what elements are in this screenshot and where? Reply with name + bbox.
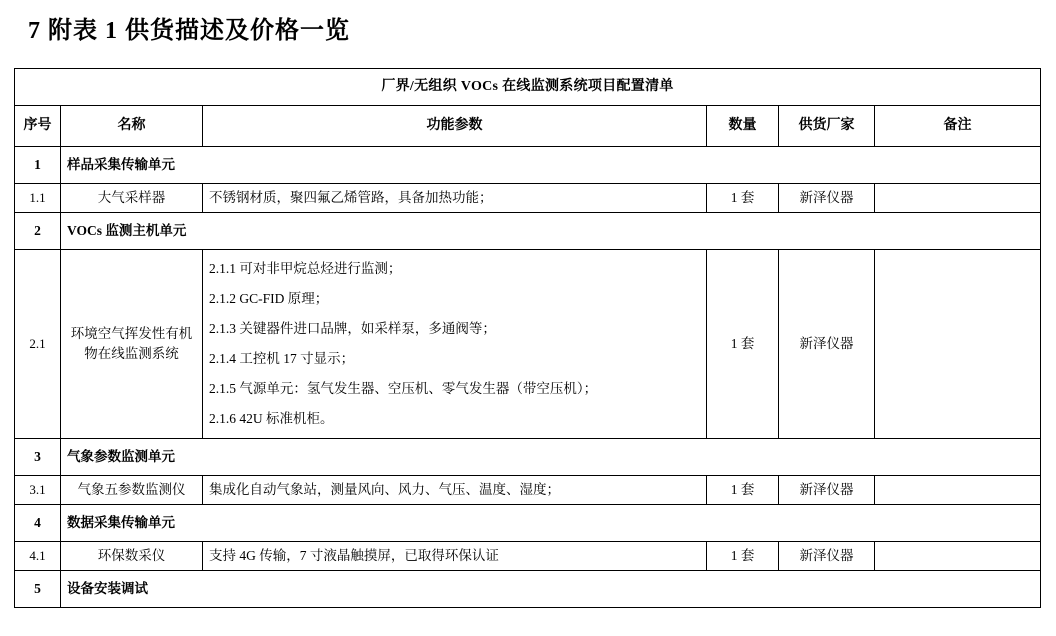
item-index: 2.1 [15, 250, 61, 439]
item-name: 气象五参数监测仪 [61, 476, 203, 505]
item-param-line: 2.1.2 GC-FID 原理； [209, 291, 329, 306]
table-row [15, 476, 1041, 505]
item-vendor: 新泽仪器 [779, 542, 875, 571]
item-name: 环境空气挥发性有机物在线监测系统 [61, 250, 203, 439]
table-row [15, 213, 1041, 250]
config-table [14, 68, 1041, 608]
section-index: 5 [15, 571, 61, 608]
item-name: 大气采样器 [61, 184, 203, 213]
item-index: 1.1 [15, 184, 61, 213]
item-index: 3.1 [15, 476, 61, 505]
column-header-vendor: 供货厂家 [779, 106, 875, 147]
item-params: 不锈钢材质，聚四氟乙烯管路，具备加热功能； [203, 184, 707, 213]
item-quantity: 1 套 [707, 542, 779, 571]
item-param-line: 2.1.1 可对非甲烷总烃进行监测； [209, 261, 402, 276]
section-name: VOCs 监测主机单元 [61, 213, 1041, 250]
item-params: 支持 4G 传输，7 寸液晶触摸屏，已取得环保认证 [203, 542, 707, 571]
table-title-row [15, 69, 1041, 106]
table-header-row [15, 106, 1041, 147]
column-header-index: 序号 [15, 106, 61, 147]
item-param-line: 2.1.3 关键器件进口品牌，如采样泵，多通阀等； [209, 321, 496, 336]
item-note [875, 184, 1041, 213]
section-index: 1 [15, 147, 61, 184]
item-quantity: 1 套 [707, 184, 779, 213]
table-row [15, 571, 1041, 608]
section-index: 4 [15, 505, 61, 542]
config-table-container [14, 68, 1042, 608]
table-title: 厂界/无组织 VOCs 在线监测系统项目配置清单 [15, 69, 1041, 106]
item-quantity: 1 套 [707, 476, 779, 505]
table-row [15, 505, 1041, 542]
table-row [15, 542, 1041, 571]
item-note [875, 250, 1041, 439]
document-page [0, 14, 1056, 636]
section-index: 3 [15, 439, 61, 476]
section-name: 设备安装调试 [61, 571, 1041, 608]
section-name: 样品采集传输单元 [61, 147, 1041, 184]
item-name: 环保数采仪 [61, 542, 203, 571]
item-note [875, 476, 1041, 505]
table-row [15, 439, 1041, 476]
item-param-line: 2.1.5 气源单元：氢气发生器、空压机、零气发生器（带空压机）； [209, 381, 598, 396]
item-vendor: 新泽仪器 [779, 250, 875, 439]
column-header-note: 备注 [875, 106, 1041, 147]
column-header-name: 名称 [61, 106, 203, 147]
page-title: 7 附表 1 供货描述及价格一览 [28, 18, 350, 44]
table-row [15, 250, 1041, 439]
item-param-line: 2.1.4 工控机 17 寸显示； [209, 351, 355, 366]
table-row [15, 147, 1041, 184]
item-param-line: 2.1.6 42U 标准机柜。 [209, 411, 334, 426]
column-header-quantity: 数量 [707, 106, 779, 147]
item-params [203, 250, 707, 439]
item-vendor: 新泽仪器 [779, 476, 875, 505]
section-name: 气象参数监测单元 [61, 439, 1041, 476]
item-index: 4.1 [15, 542, 61, 571]
section-name: 数据采集传输单元 [61, 505, 1041, 542]
item-note [875, 542, 1041, 571]
section-index: 2 [15, 213, 61, 250]
column-header-params: 功能参数 [203, 106, 707, 147]
item-vendor: 新泽仪器 [779, 184, 875, 213]
item-quantity: 1 套 [707, 250, 779, 439]
table-row [15, 184, 1041, 213]
item-params: 集成化自动气象站，测量风向、风力、气压、温度、湿度； [203, 476, 707, 505]
